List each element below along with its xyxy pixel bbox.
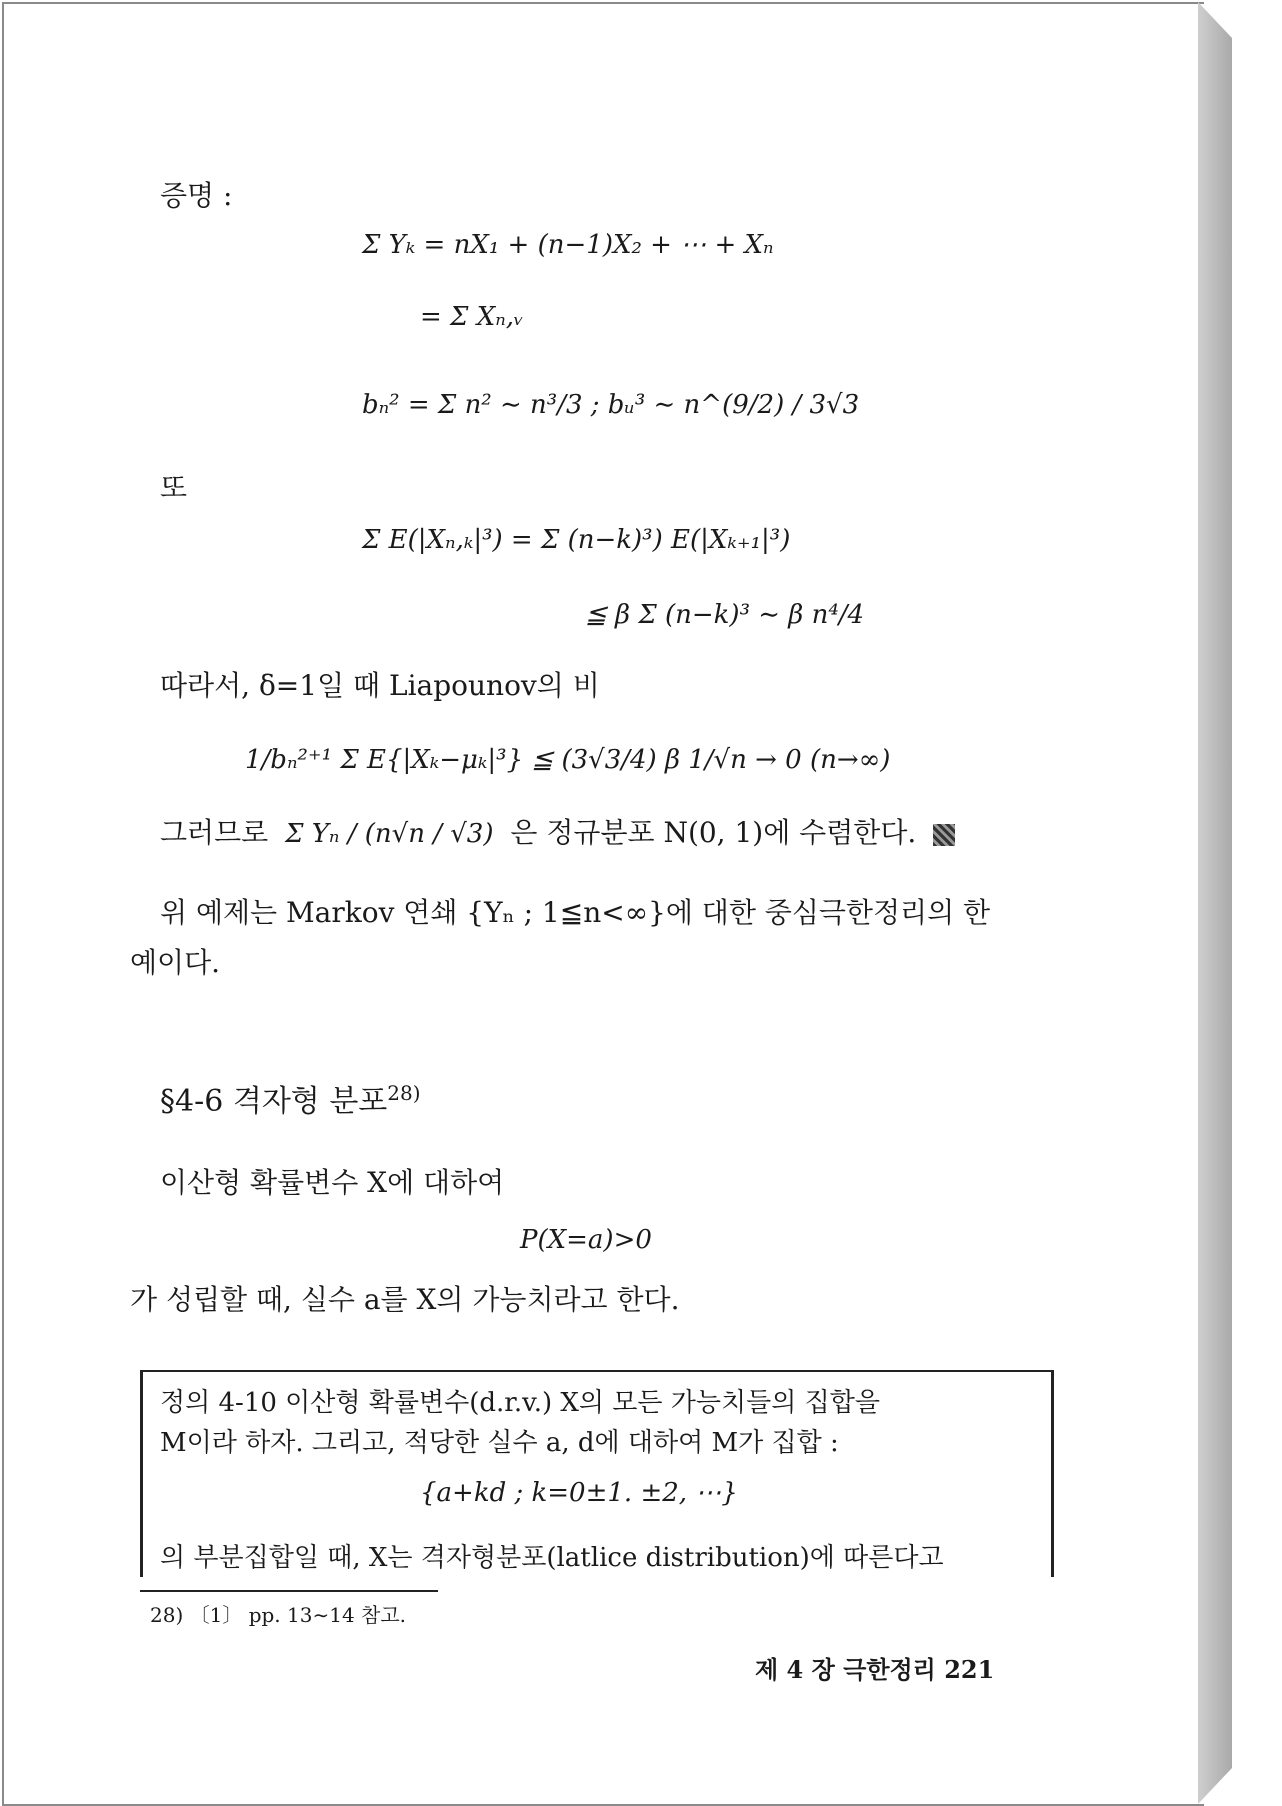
paragraph-markov-line2: 예이다. xyxy=(130,946,221,979)
equation-probability: P(X=a)>0 xyxy=(520,1225,652,1255)
page-edge-shadow xyxy=(1198,2,1232,1804)
conclusion-suffix: 은 정규분포 N(0, 1)에 수렴한다. xyxy=(510,816,917,849)
equation-liapounov-ratio: 1/bₙ²⁺¹ Σ E{|Xₖ−μₖ|³} ≦ (3√3/4) β 1/√n → 0 (n→∞) xyxy=(245,745,891,775)
proof-label: 증명 : xyxy=(160,179,233,212)
paragraph-discrete: 이산형 확률변수 X에 대하여 xyxy=(160,1166,505,1199)
definition-line3: 의 부분집합일 때, X는 격자형분포(latlice distribution)에 따른다고 xyxy=(160,1543,944,1573)
also-label: 또 xyxy=(160,471,188,504)
footnote-rule xyxy=(140,1590,438,1592)
conclusion-line xyxy=(160,815,955,852)
paragraph-markov-line1: 위 예제는 Markov 연쇄 {Yₙ ; 1≦n<∞}에 대한 중심극한정리의 한 xyxy=(160,896,991,929)
conclusion-math: Σ Yₙ / (n√n / √3) xyxy=(285,819,494,849)
definition-line2: M이라 하자. 그리고, 적당한 실수 a, d에 대하여 M가 집합 : xyxy=(160,1428,839,1458)
conclusion-prefix: 그러므로 xyxy=(160,816,269,849)
equation-b-n: bₙ² = Σ n² ∼ n³/3 ; bᵤ³ ∼ n^(9/2) / 3√3 xyxy=(362,390,860,420)
section-title: §4-6 격자형 분포 xyxy=(160,1084,388,1119)
equation-expectation: Σ E(|Xₙ,ₖ|³) = Σ (n−k)³) E(|Xₖ₊₁|³) xyxy=(362,525,791,555)
definition-line1: 정의 4-10 이산형 확률변수(d.r.v.) X의 모든 가능치들의 집합을 xyxy=(160,1388,880,1418)
section-footnote-ref: 28) xyxy=(387,1081,421,1105)
equation-sum-y: Σ Yₖ = nX₁ + (n−1)X₂ + ⋯ + Xₙ xyxy=(362,230,774,260)
section-heading xyxy=(160,1075,421,1120)
thus-line: 따라서, δ=1일 때 Liapounov의 비 xyxy=(160,669,600,702)
running-footer: 제 4 장 극한정리 221 xyxy=(755,1655,995,1684)
qed-square-icon xyxy=(933,824,955,846)
definition-set-equation: {a+kd ; k=0±1. ±2, ⋯} xyxy=(420,1478,738,1508)
footnote-text: 28) 〔1〕 pp. 13∼14 참고. xyxy=(150,1603,407,1627)
equation-sum-x: = Σ Xₙ,ᵥ xyxy=(420,302,524,332)
paragraph-possible-value: 가 성립할 때, 실수 a를 X의 가능치라고 한다. xyxy=(130,1283,680,1316)
equation-bound: ≦ β Σ (n−k)³ ∼ β n⁴/4 xyxy=(585,600,865,630)
